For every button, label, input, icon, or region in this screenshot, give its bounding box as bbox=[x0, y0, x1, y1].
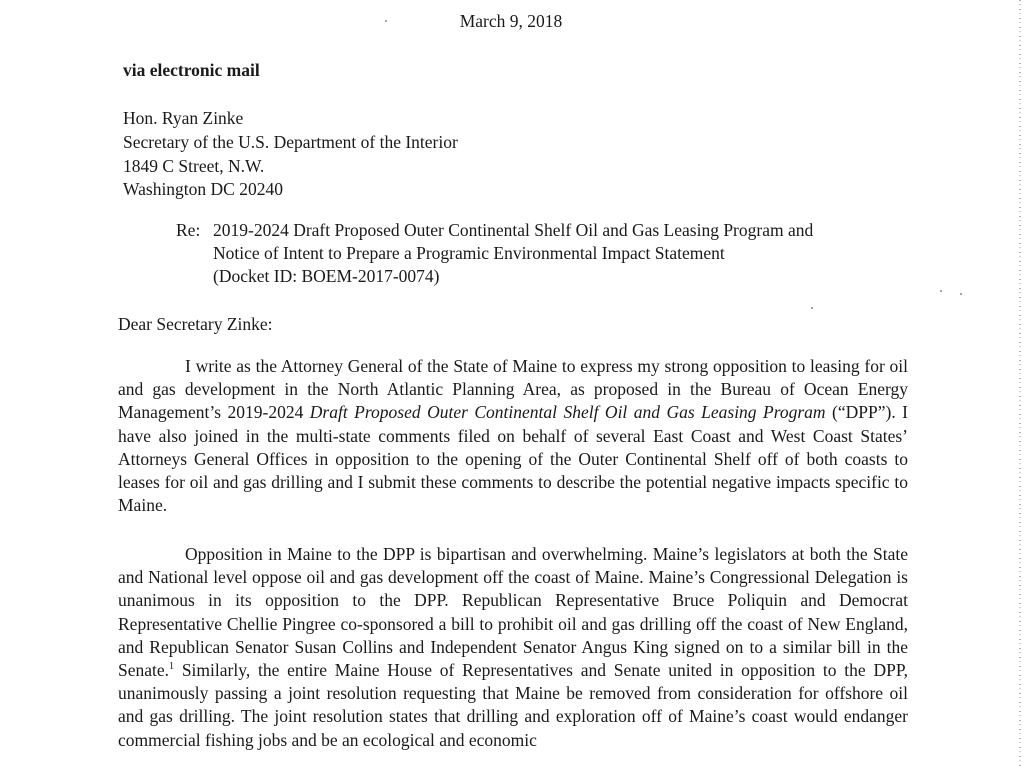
paragraph-1-italic-title: Draft Proposed Outer Continental Shelf Oil and Gas Leasing Program bbox=[309, 402, 826, 423]
subject-label: Re: bbox=[176, 220, 201, 240]
paragraph-1-text-a: I write as the Attorney General of the State of Maine to express my strong opposition to leasing for oil and gas development in the North Atlantic Planning Area, as proposed in the Bureau of Ocean Energy Management’s 2019-2024 bbox=[118, 356, 908, 423]
scan-speck bbox=[811, 307, 813, 309]
paragraph-2-text-a: Opposition in Maine to the DPP is bipartisan and overwhelming. Maine’s legislators at both the State and National level oppose oil and gas development off the coast of Maine. Maine’s Congressional Delegation is unanimous in its opposition to the DPP. Republican Representative Bruce Poliquin and Democrat Representative Chellie Pingree co-sponsored a bill to prohibit oil and gas drilling off the coast of New England, and Republican Senator Susan Collins and Independent Senator Angus King signed on to a similar bill in the Senate. bbox=[118, 544, 908, 681]
subject-line-1: 2019-2024 Draft Proposed Outer Continental Shelf Oil and Gas Leasing Program and bbox=[213, 220, 814, 240]
date-text: March 9, 2018 bbox=[459, 11, 563, 31]
recipient-title: Secretary of the U.S. Department of the Interior bbox=[123, 132, 458, 152]
footnote-marker[interactable]: 1 bbox=[169, 661, 175, 673]
paragraph-2-text-b: Similarly, the entire Maine House of Representatives and Senate united in opposition to the DPP, unanimously passing a joint resolution requesting that Maine be removed from consideration for offshore oil and gas drilling. The joint resolution states that drilling and exploration off of Maine’s coast would endanger commercial fishing jobs and be an ecological and economic bbox=[118, 660, 908, 750]
letter-date bbox=[0, 10, 1024, 32]
recipient-name: Hon. Ryan Zinke bbox=[123, 108, 244, 128]
scan-speck bbox=[960, 293, 962, 295]
delivery-method: via electronic mail bbox=[123, 60, 260, 80]
subject-line-2: Notice of Intent to Prepare a Programic Environmental Impact Statement bbox=[213, 243, 725, 263]
recipient-street: 1849 C Street, N.W. bbox=[123, 156, 265, 176]
paragraph-1-text-b: (“DPP”). I have also joined in the multi-state comments filed on behalf of several East Coast and West Coast States’ Attorneys General Offices in opposition to the opening of the Outer Continental Shelf off of both coasts to leases for oil and gas drilling and I submit these comments to describe the potential negative impacts specific to Maine. bbox=[118, 402, 909, 516]
scan-speck bbox=[940, 290, 942, 292]
scan-speck bbox=[385, 20, 387, 22]
scan-edge-artifact bbox=[1019, 0, 1021, 768]
recipient-city: Washington DC 20240 bbox=[123, 179, 283, 199]
subject-line-3: (Docket ID: BOEM-2017-0074) bbox=[213, 266, 440, 286]
salutation: Dear Secretary Zinke: bbox=[118, 314, 273, 334]
paragraph-2 bbox=[118, 543, 908, 752]
paragraph-1 bbox=[118, 355, 908, 517]
